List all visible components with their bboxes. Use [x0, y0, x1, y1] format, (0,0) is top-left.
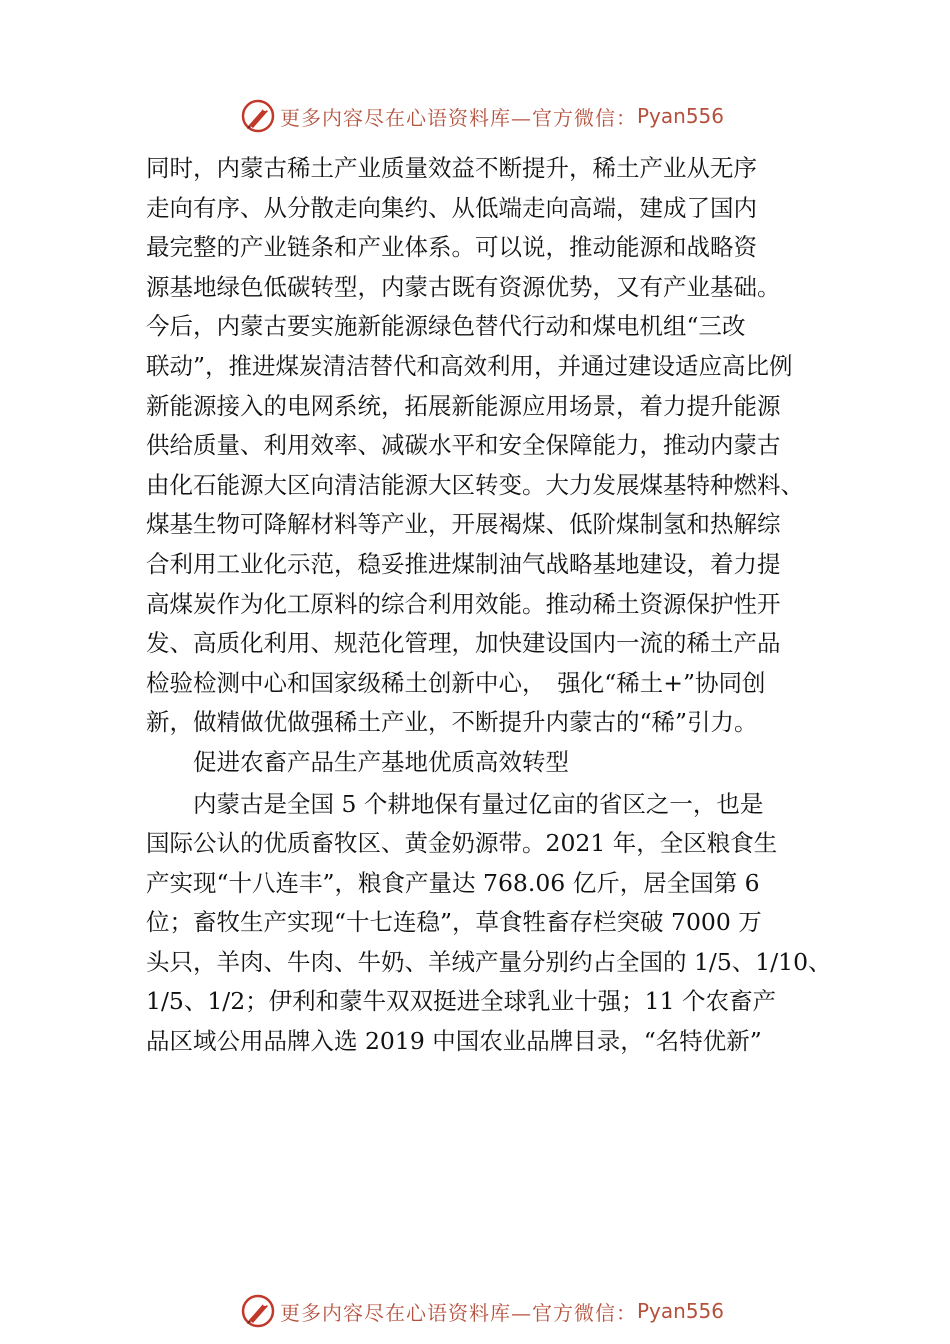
text-line: 新，做精做优做强稀土产业，不断提升内蒙古的“稀”引力。 — [146, 708, 758, 737]
header-banner — [240, 96, 740, 136]
banner-text: 更多内容尽在心语资料库—官方微信： — [280, 1300, 637, 1325]
text-line: 头只，羊肉、牛肉、牛奶、羊绒产量分别约占全国的 1/5、1/10、 — [146, 947, 832, 976]
text-line: 高煤炭作为化工原料的综合利用效能。推动稀土资源保护性开 — [146, 589, 781, 618]
banner-wechat-id: Pyan556 — [637, 1299, 725, 1323]
body-text — [146, 149, 832, 1062]
text-line: 供给质量、利用效率、减碳水平和安全保障能力，推动内蒙古 — [146, 431, 781, 460]
text-line: 内蒙古是全国 5 个耕地保有量过亿亩的省区之一，也是 — [146, 789, 764, 818]
text-line: 1/5、1/2；伊利和蒙牛双双挺进全球乳业十强；11 个农畜产 — [146, 987, 777, 1016]
pen-circle-logo-icon — [240, 1293, 276, 1329]
banner-wechat-id: Pyan556 — [637, 104, 725, 128]
text-line: 最完整的产业链条和产业体系。可以说，推动能源和战略资 — [146, 233, 757, 262]
text-line: 同时，内蒙古稀土产业质量效益不断提升，稀土产业从无序 — [146, 154, 757, 182]
banner-text: 更多内容尽在心语资料库—官方微信： — [280, 105, 637, 130]
text-line: 由化石能源大区向清洁能源大区转变。大力发展煤基特种燃料、 — [146, 470, 804, 499]
footer-banner — [240, 1291, 740, 1331]
pen-circle-logo-icon — [240, 98, 276, 134]
text-line: 煤基生物可降解材料等产业，开展褐煤、低阶煤制氢和热解综 — [146, 510, 781, 539]
text-line: 位；畜牧生产实现“十七连稳”，草食牲畜存栏突破 7000 万 — [146, 908, 762, 937]
text-line: 国际公认的优质畜牧区、黄金奶源带。2021 年，全区粮食生 — [146, 829, 778, 858]
text-line: 品区域公用品牌入选 2019 中国农业品牌目录，“名特优新” — [146, 1027, 762, 1056]
text-line: 新能源接入的电网系统，拓展新能源应用场景，着力提升能源 — [146, 391, 781, 420]
text-line: 检验检测中心和国家级稀土创新中心， 强化“稀土+”协同创 — [146, 668, 766, 697]
section-heading: 促进农畜产品生产基地优质高效转型 — [146, 747, 569, 776]
text-line: 发、高质化利用、规范化管理，加快建设国内一流的稀土产品 — [146, 629, 781, 658]
text-line: 源基地绿色低碳转型，内蒙古既有资源优势，又有产业基础。 — [146, 272, 781, 301]
text-line: 合利用工业化示范，稳妥推进煤制油气战略基地建设，着力提 — [146, 549, 781, 578]
text-line: 联动”，推进煤炭清洁替代和高效利用，并通过建设适应高比例 — [146, 351, 793, 380]
text-line: 产实现“十八连丰”，粮食产量达 768.06 亿斤，居全国第 6 — [146, 868, 760, 897]
text-line: 走向有序、从分散走向集约、从低端走向高端，建成了国内 — [146, 193, 757, 222]
text-line: 今后，内蒙古要实施新能源绿色替代行动和煤电机组“三改 — [146, 312, 746, 341]
